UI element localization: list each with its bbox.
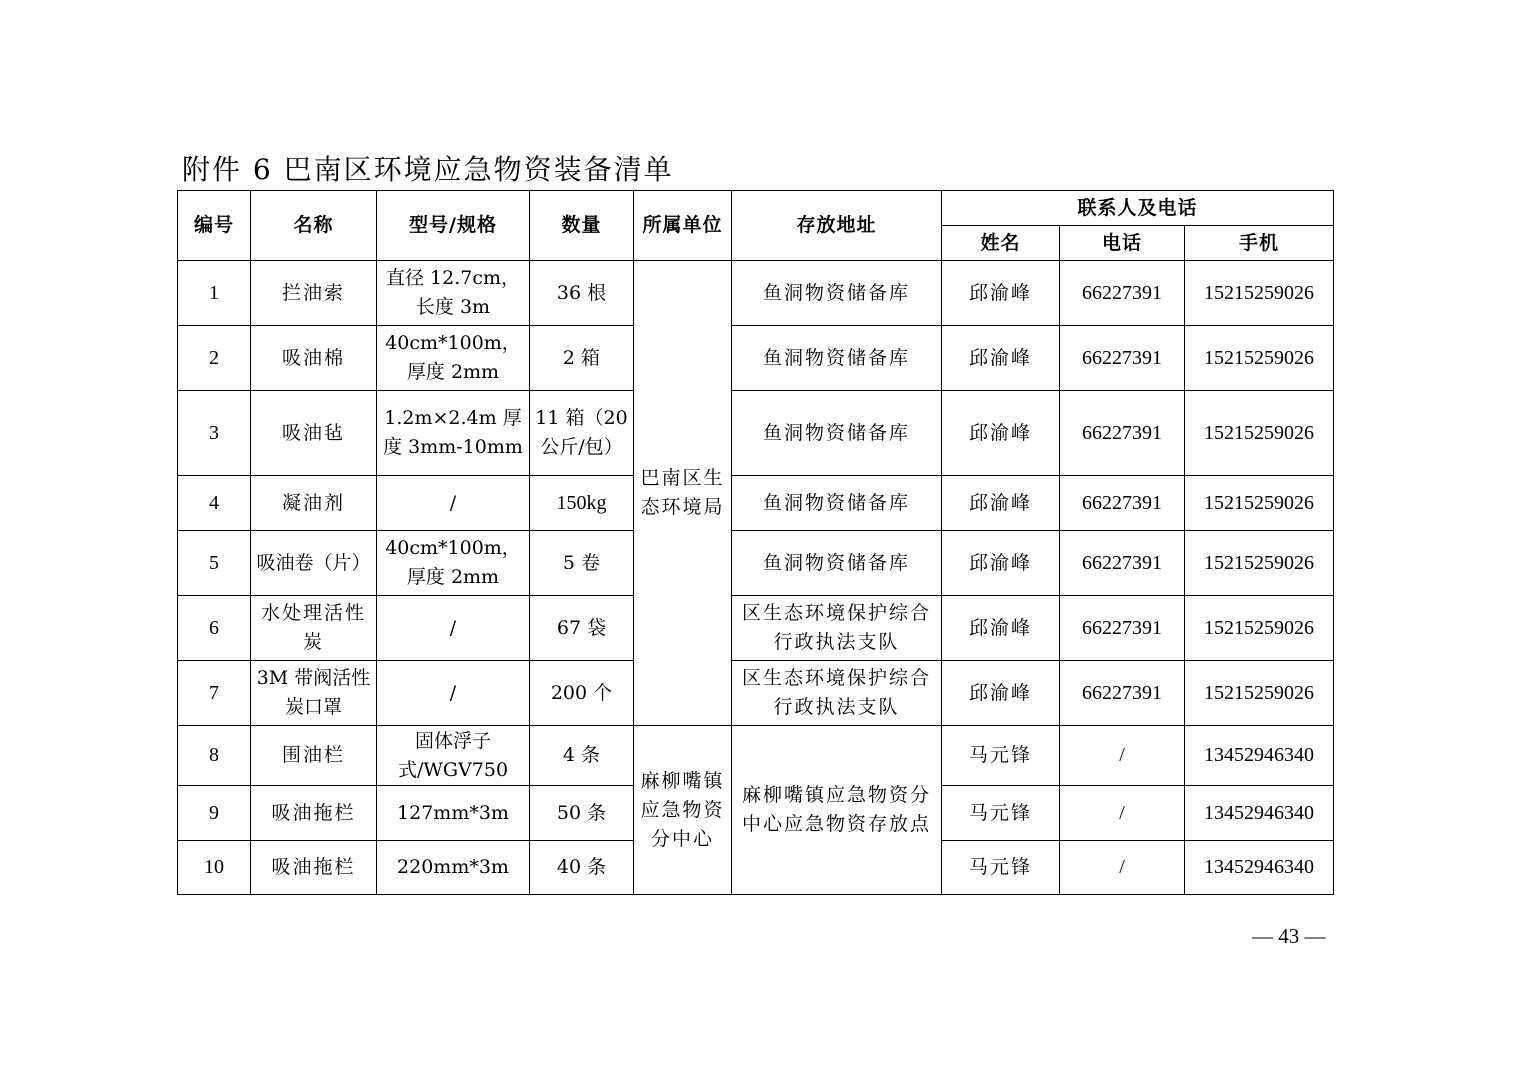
cell-spec: 直径 12.7cm，长度 3m: [377, 261, 530, 326]
cell-mobile: 15215259026: [1185, 531, 1334, 596]
cell-quantity: 5 卷: [530, 531, 634, 596]
table-row: [178, 531, 1334, 596]
cell-phone: /: [1060, 726, 1185, 786]
cell-contact: 马元锋: [942, 841, 1060, 895]
cell-address: 鱼洞物资储备库: [732, 391, 942, 476]
header-name: 名称: [251, 191, 377, 261]
cell-id: 3: [178, 391, 251, 476]
cell-unit-group-2: 麻柳嘴镇应急物资分中心: [634, 726, 732, 895]
cell-quantity: 67 袋: [530, 596, 634, 661]
cell-quantity: 40 条: [530, 841, 634, 895]
cell-spec: 220mm*3m: [377, 841, 530, 895]
cell-spec: /: [377, 596, 530, 661]
cell-contact: 邱渝峰: [942, 261, 1060, 326]
cell-unit-group-1: 巴南区生态环境局: [634, 261, 732, 726]
cell-mobile: 15215259026: [1185, 261, 1334, 326]
table-row: [178, 391, 1334, 476]
header-contact-group: 联系人及电话: [942, 191, 1334, 226]
cell-quantity: 200 个: [530, 661, 634, 726]
cell-address: 鱼洞物资储备库: [732, 261, 942, 326]
header-phone: 电话: [1060, 226, 1185, 261]
header-contact-name: 姓名: [942, 226, 1060, 261]
cell-name: 拦油索: [251, 261, 377, 326]
cell-contact: 邱渝峰: [942, 661, 1060, 726]
cell-contact: 马元锋: [942, 726, 1060, 786]
header-unit: 所属单位: [634, 191, 732, 261]
cell-quantity: 11 箱（20 公斤/包）: [530, 391, 634, 476]
cell-quantity: 2 箱: [530, 326, 634, 391]
table-row: [178, 596, 1334, 661]
table-row: [178, 261, 1334, 326]
cell-name: 围油栏: [251, 726, 377, 786]
cell-name: 水处理活性炭: [251, 596, 377, 661]
header-mobile: 手机: [1185, 226, 1334, 261]
cell-mobile: 15215259026: [1185, 596, 1334, 661]
cell-id: 4: [178, 476, 251, 531]
cell-phone: 66227391: [1060, 326, 1185, 391]
cell-phone: 66227391: [1060, 531, 1185, 596]
cell-contact: 马元锋: [942, 786, 1060, 841]
page-number: — 43 —: [1252, 924, 1326, 948]
cell-contact: 邱渝峰: [942, 391, 1060, 476]
table-row: [178, 326, 1334, 391]
cell-name: 吸油拖栏: [251, 841, 377, 895]
cell-spec: 127mm*3m: [377, 786, 530, 841]
cell-quantity: 36 根: [530, 261, 634, 326]
header-address: 存放地址: [732, 191, 942, 261]
cell-id: 9: [178, 786, 251, 841]
header-spec: 型号/规格: [377, 191, 530, 261]
cell-contact: 邱渝峰: [942, 596, 1060, 661]
cell-spec: /: [377, 476, 530, 531]
cell-address: 鱼洞物资储备库: [732, 326, 942, 391]
table-row: [178, 476, 1334, 531]
cell-name: 吸油拖栏: [251, 786, 377, 841]
cell-contact: 邱渝峰: [942, 531, 1060, 596]
cell-spec: 固体浮子式/WGV750: [377, 726, 530, 786]
cell-phone: 66227391: [1060, 476, 1185, 531]
cell-address: 鱼洞物资储备库: [732, 476, 942, 531]
cell-id: 2: [178, 326, 251, 391]
cell-phone: 66227391: [1060, 596, 1185, 661]
cell-phone: 66227391: [1060, 661, 1185, 726]
document-title: 附件 6 巴南区环境应急物资装备清单: [182, 153, 674, 186]
cell-id: 1: [178, 261, 251, 326]
cell-name: 3M 带阀活性炭口罩: [251, 661, 377, 726]
cell-id: 10: [178, 841, 251, 895]
cell-address-group-2: 麻柳嘴镇应急物资分中心应急物资存放点: [732, 726, 942, 895]
cell-contact: 邱渝峰: [942, 326, 1060, 391]
cell-phone: /: [1060, 786, 1185, 841]
cell-id: 8: [178, 726, 251, 786]
cell-phone: 66227391: [1060, 261, 1185, 326]
cell-spec: 1.2m×2.4m 厚度 3mm-10mm: [377, 391, 530, 476]
cell-spec: 40cm*100m，厚度 2mm: [377, 326, 530, 391]
cell-name: 吸油棉: [251, 326, 377, 391]
cell-mobile: 13452946340: [1185, 786, 1334, 841]
cell-contact: 邱渝峰: [942, 476, 1060, 531]
cell-quantity: 150kg: [530, 476, 634, 531]
cell-mobile: 13452946340: [1185, 726, 1334, 786]
cell-address: 鱼洞物资储备库: [732, 531, 942, 596]
cell-mobile: 15215259026: [1185, 326, 1334, 391]
cell-quantity: 4 条: [530, 726, 634, 786]
cell-mobile: 15215259026: [1185, 476, 1334, 531]
inventory-table: [177, 190, 1334, 895]
table-row: [178, 661, 1334, 726]
cell-id: 6: [178, 596, 251, 661]
cell-mobile: 15215259026: [1185, 661, 1334, 726]
cell-mobile: 13452946340: [1185, 841, 1334, 895]
cell-mobile: 15215259026: [1185, 391, 1334, 476]
table-row: [178, 726, 1334, 786]
cell-address: 区生态环境保护综合行政执法支队: [732, 596, 942, 661]
cell-name: 吸油卷（片）: [251, 531, 377, 596]
cell-name: 吸油毡: [251, 391, 377, 476]
cell-spec: 40cm*100m，厚度 2mm: [377, 531, 530, 596]
cell-name: 凝油剂: [251, 476, 377, 531]
header-row: [178, 191, 1334, 226]
cell-quantity: 50 条: [530, 786, 634, 841]
cell-spec: /: [377, 661, 530, 726]
cell-address: 区生态环境保护综合行政执法支队: [732, 661, 942, 726]
header-id: 编号: [178, 191, 251, 261]
cell-id: 5: [178, 531, 251, 596]
cell-phone: /: [1060, 841, 1185, 895]
cell-id: 7: [178, 661, 251, 726]
cell-phone: 66227391: [1060, 391, 1185, 476]
header-quantity: 数量: [530, 191, 634, 261]
